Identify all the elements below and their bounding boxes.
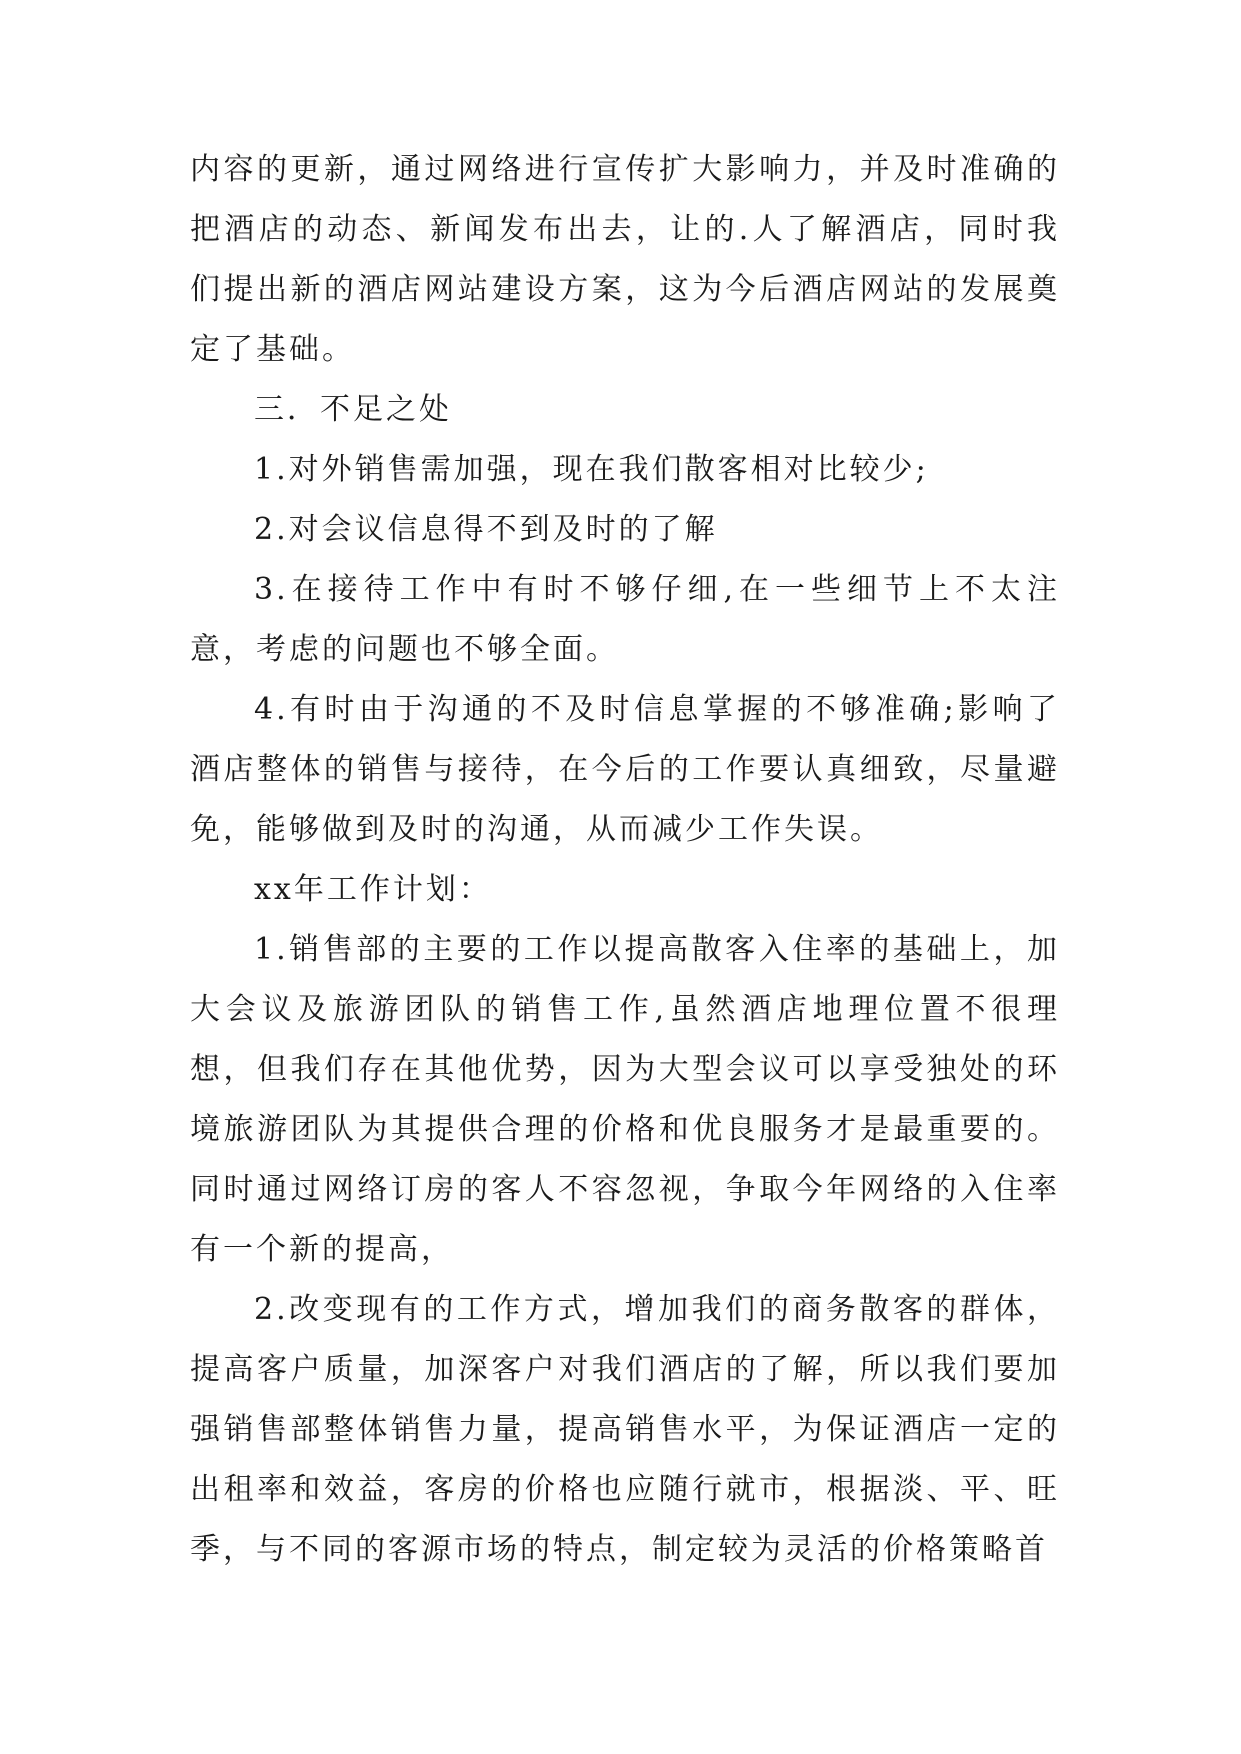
heading-work-plan: xx年工作计划： (254, 872, 492, 907)
shortcoming-item-1: 1.对外销售需加强，现在我们散客相对比较少; (254, 452, 929, 487)
shortcoming-item-2: 2.对会议信息得不到及时的了解 (254, 512, 718, 547)
heading-shortcomings: 三．不足之处 (254, 392, 452, 427)
paragraph-website-update: 内容的更新，通过网络进行宣传扩大影响力，并及时准确的把酒店的动态、新闻发布出去，让的.人了解酒店，同时我们提出新的酒店网站建设方案，这为今后酒店网站的发展奠定了基础。 (190, 152, 1060, 367)
shortcoming-item-4: 4.有时由于沟通的不及时信息掌握的不够准确;影响了酒店整体的销售与接待，在今后的工作要认真细致，尽量避免，能够做到及时的沟通，从而减少工作失误。 (190, 692, 1060, 847)
plan-item-2: 2.改变现有的工作方式，增加我们的商务散客的群体，提高客户质量，加深客户对我们酒店的了解，所以我们要加强销售部整体销售力量，提高销售水平，为保证酒店一定的出租率和效益，客房的价格也应随行就市，根据淡、平、旺季，与不同的客源市场的特点，制定较为灵活的价格策略首 (190, 1292, 1060, 1567)
document-page (190, 140, 1060, 1580)
shortcoming-item-3: 3.在接待工作中有时不够仔细,在一些细节上不太注意，考虑的问题也不够全面。 (190, 572, 1060, 667)
plan-item-1: 1.销售部的主要的工作以提高散客入住率的基础上，加大会议及旅游团队的销售工作,虽然酒店地理位置不很理想，但我们存在其他优势，因为大型会议可以享受独处的环境旅游团队为其提供合理的价格和优良服务才是最重要的。同时通过网络订房的客人不容忽视，争取今年网络的入住率有一个新的提高， (190, 932, 1060, 1267)
